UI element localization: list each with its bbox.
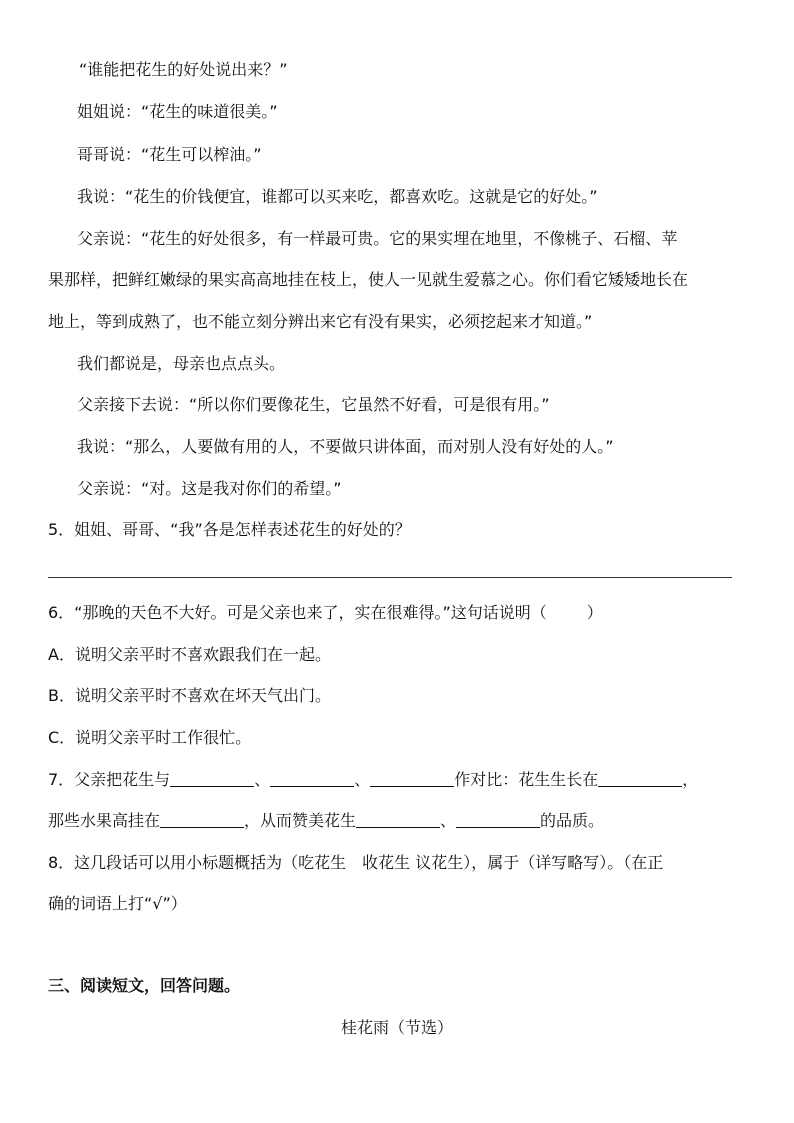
question-5: 5．姐姐、哥哥、“我”各是怎样表述花生的好处的？ bbox=[48, 520, 411, 539]
passage-paragraph: 姐姐说：“花生的味道很美。” bbox=[77, 102, 278, 121]
passage-paragraph: 我说：“那么，人要做有用的人，不要做只讲体面，而对别人没有好处的人。” bbox=[77, 437, 614, 456]
question-7-line-1 bbox=[48, 770, 698, 790]
answer-blank[interactable] bbox=[160, 811, 244, 828]
section-heading: 三、阅读短文，回答问题。 bbox=[48, 976, 241, 995]
q7-text: 那些水果高挂在 bbox=[48, 811, 161, 830]
question-8-line-1: 8．这几段话可以用小标题概括为（吃花生 收花生 议花生），属于（详写略写）。（在正 bbox=[48, 853, 664, 872]
passage-paragraph-line: 果那样，把鲜红嫩绿的果实高高地挂在枝上，使人一见就生爱慕之心。你们看它矮矮地长在 bbox=[48, 270, 689, 289]
option-a[interactable]: A．说明父亲平时不喜欢跟我们在一起。 bbox=[48, 645, 331, 664]
question-6-close: ） bbox=[586, 603, 603, 622]
q7-text: 的品质。 bbox=[540, 811, 605, 830]
answer-blank[interactable] bbox=[170, 770, 254, 787]
question-7-line-2 bbox=[48, 811, 604, 831]
q7-text: 作对比：花生生长在 bbox=[454, 770, 599, 789]
question-8-line-2: 确的词语上打“√”） bbox=[48, 894, 187, 913]
option-c[interactable]: C．说明父亲平时工作很忙。 bbox=[48, 728, 252, 747]
answer-blank[interactable] bbox=[598, 770, 682, 787]
q7-text: 、 bbox=[440, 811, 457, 830]
passage-paragraph: 哥哥说：“花生可以榨油。” bbox=[77, 145, 262, 164]
question-6 bbox=[48, 603, 603, 623]
passage-paragraph: 我说：“花生的价钱便宜，谁都可以买来吃，都喜欢吃。这就是它的好处。” bbox=[77, 187, 598, 206]
passage-paragraph: “谁能把花生的好处说出来？” bbox=[79, 60, 288, 79]
passage-paragraph-line: 地上，等到成熟了，也不能立刻分辨出来它有没有果实，必须挖起来才知道。” bbox=[48, 312, 593, 331]
option-b[interactable]: B．说明父亲平时不喜欢在坏天气出门。 bbox=[48, 686, 331, 705]
answer-blank[interactable] bbox=[356, 811, 440, 828]
passage-paragraph: 父亲接下去说：“所以你们要像花生，它虽然不好看，可是很有用。” bbox=[77, 395, 550, 414]
q7-text: 7．父亲把花生与 bbox=[48, 770, 171, 789]
answer-line-q5[interactable] bbox=[48, 577, 732, 578]
passage-paragraph-line: 父亲说：“花生的好处很多，有一样最可贵。它的果实埋在地里，不像桃子、石榴、苹 bbox=[77, 229, 678, 248]
answer-blank[interactable] bbox=[456, 811, 540, 828]
q7-text: 、 bbox=[254, 770, 271, 789]
q7-text: 、 bbox=[354, 770, 371, 789]
answer-blank[interactable] bbox=[370, 770, 454, 787]
q7-text: ， bbox=[682, 770, 699, 789]
question-6-stem: 6．“那晚的天色不大好。可是父亲也来了，实在很难得。”这句话说明（ bbox=[48, 603, 547, 622]
passage-title: 桂花雨（节选） bbox=[340, 1018, 453, 1037]
answer-blank[interactable] bbox=[270, 770, 354, 787]
q7-text: ，从而赞美花生 bbox=[244, 811, 357, 830]
passage-paragraph: 我们都说是，母亲也点点头。 bbox=[77, 354, 286, 373]
passage-paragraph: 父亲说：“对。这是我对你们的希望。” bbox=[77, 479, 342, 498]
